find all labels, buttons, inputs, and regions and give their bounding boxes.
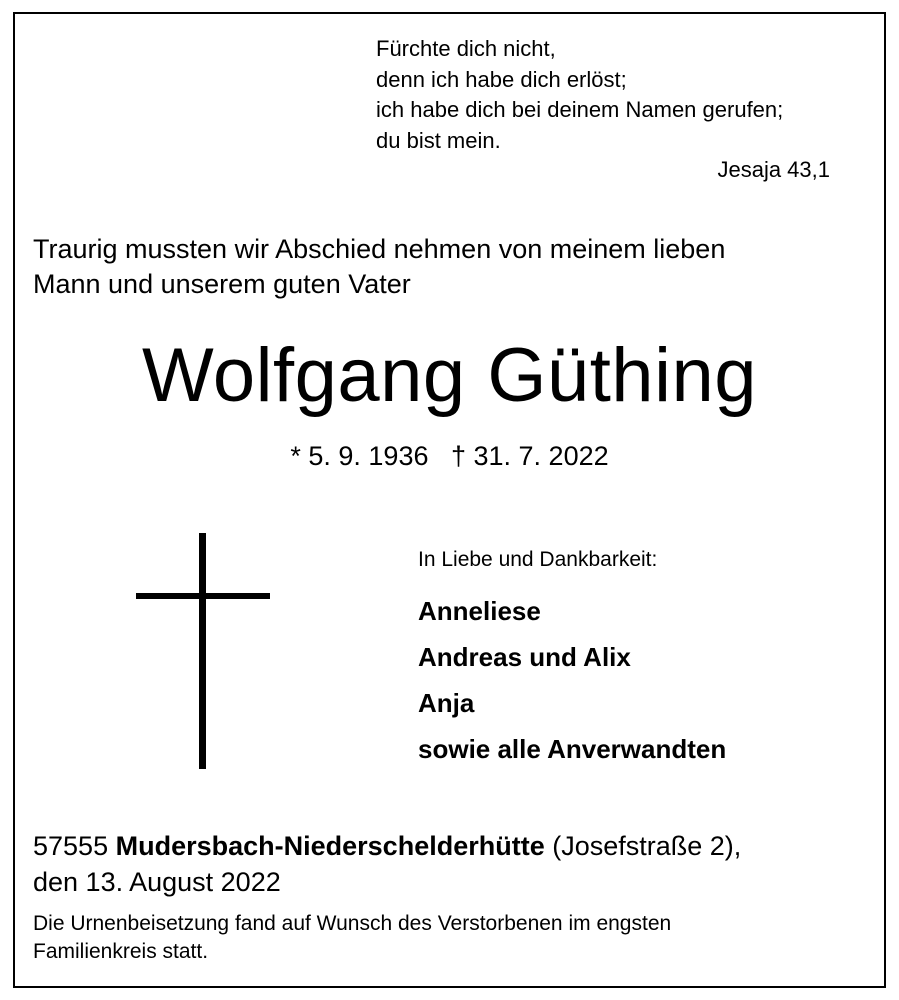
verse-line: ich habe dich bei deinem Namen gerufen;: [376, 97, 784, 122]
intro-line: Mann und unserem guten Vater: [33, 269, 411, 299]
cross-vertical-bar: [199, 533, 206, 769]
deceased-name: Wolfgang Güthing: [142, 333, 757, 418]
mourners-intro: In Liebe und Dankbarkeit:: [418, 548, 658, 571]
postcode: 57555: [33, 831, 109, 861]
street: (Josefstraße 2),: [552, 831, 742, 861]
address-line: [33, 828, 741, 864]
farewell-intro: [33, 232, 725, 302]
verse-line: denn ich habe dich erlöst;: [376, 66, 627, 92]
mourners-block: [418, 545, 726, 772]
notice-date: den 13. August 2022: [33, 867, 281, 897]
burial-note: [33, 910, 671, 966]
life-dates: * 5. 9. 1936 † 31. 7. 2022: [290, 441, 609, 471]
note-line: Familienkreis statt.: [33, 940, 209, 963]
mourner-name: Anja: [418, 688, 475, 718]
verse-line: du bist mein.: [376, 127, 501, 153]
intro-line: Traurig mussten wir Abschied nehmen von meinem lieben: [33, 234, 726, 264]
cross-icon: [136, 533, 270, 769]
town: Mudersbach-Niederschelderhütte: [115, 831, 545, 861]
bible-verse: [376, 34, 783, 156]
note-line: Die Urnenbeisetzung fand auf Wunsch des Verstorbenen im engsten: [33, 912, 672, 935]
mourner-name: sowie alle Anverwandten: [418, 734, 727, 764]
verse-line: Fürchte dich nicht,: [376, 36, 556, 61]
place-and-date: [33, 828, 741, 900]
mourner-name: Anneliese: [418, 596, 541, 626]
cross-horizontal-bar: [136, 593, 270, 599]
mourner-name: Andreas und Alix: [418, 642, 631, 672]
verse-source: Jesaja 43,1: [717, 157, 830, 182]
